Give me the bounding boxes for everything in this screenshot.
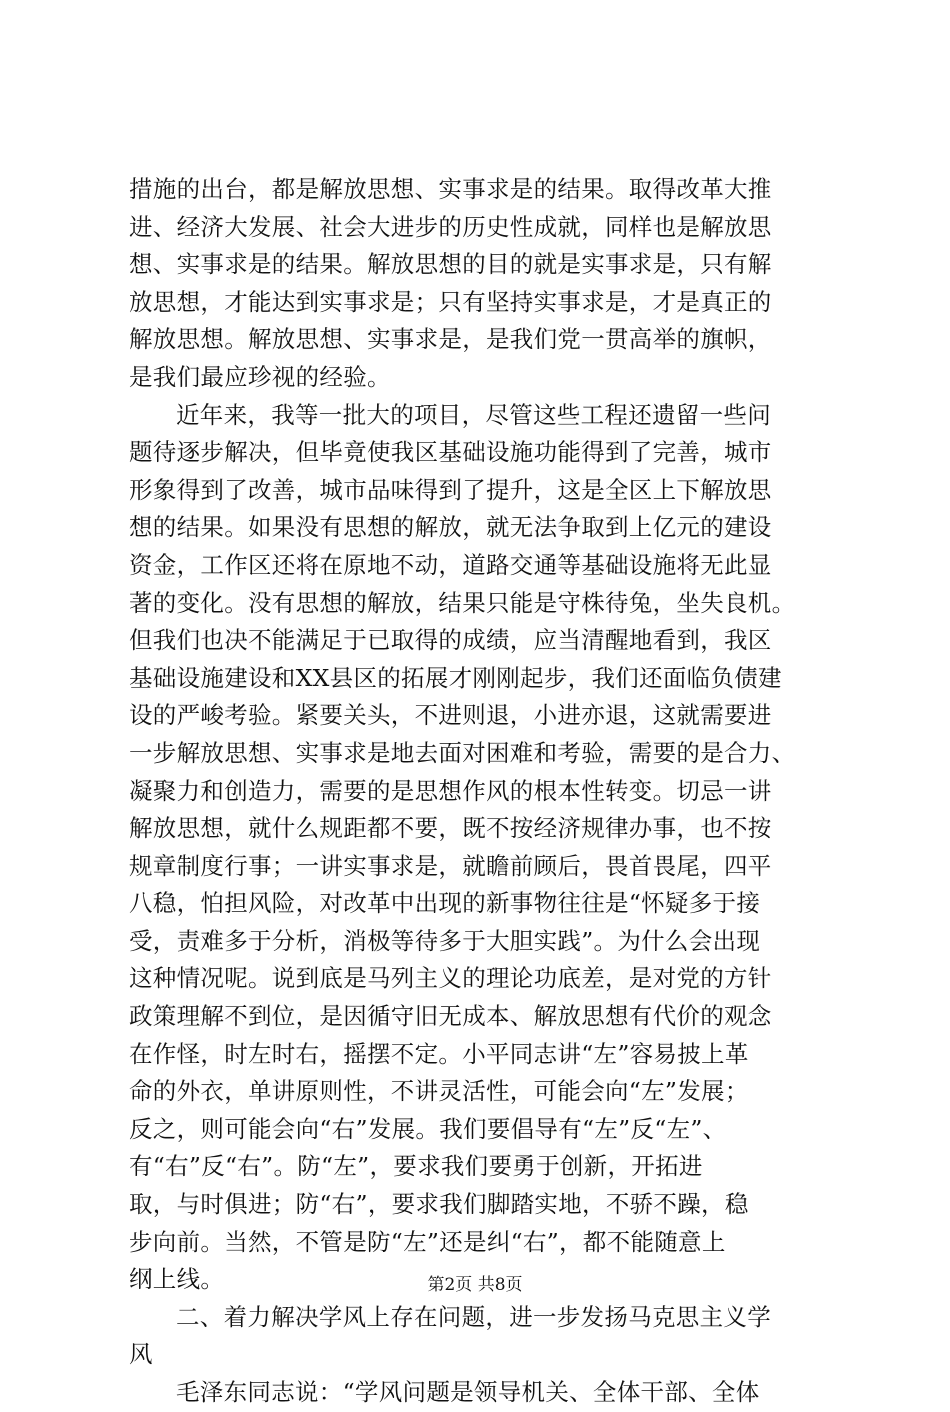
text-line: 规章制度行事；一讲实事求是，就瞻前顾后，畏首畏尾，四平 xyxy=(129,851,772,880)
text-line: 凝聚力和创造力，需要的是思想作风的根本性转变。切忌一讲 xyxy=(129,776,772,805)
text-line: 解放思想。解放思想、实事求是，是我们党一贯高举的旗帜， xyxy=(129,325,772,354)
text-line: 著的变化。没有思想的解放，结果只能是守株待兔，坐失良机。 xyxy=(129,588,796,617)
text-line: 想、实事求是的结果。解放思想的目的就是实事求是，只有解 xyxy=(129,250,772,279)
page-number-label: 第2页 共8页 xyxy=(427,1275,523,1295)
text-line: 想的结果。如果没有思想的解放，就无法争取到上亿元的建设 xyxy=(129,513,772,542)
text-line: 解放思想，就什么规距都不要，既不按经济规律办事，也不按 xyxy=(129,814,772,843)
text-line: 步向前。当然，不管是防“左”还是纠“右”，都不能随意上 xyxy=(129,1227,726,1256)
text-line: 八稳，怕担风险，对改革中出现的新事物往往是“怀疑多于接 xyxy=(129,889,761,918)
text-line: 毛泽东同志说：“学风问题是领导机关、全体干部、全体 xyxy=(176,1378,760,1406)
page-footer xyxy=(0,1274,950,1296)
text-line: 一步解放思想、实事求是地去面对困难和考验，需要的是合力、 xyxy=(129,738,796,767)
text-line: 纲上线。 xyxy=(129,1265,225,1294)
text-line: 取，与时俱进；防“右”，要求我们脚踏实地，不骄不躁，稳 xyxy=(129,1190,749,1219)
text-line: 政策理解不到位，是因循守旧无成本、解放思想有代价的观念 xyxy=(129,1002,772,1031)
text-line: 有“右”反“右”。防“左”，要求我们要勇于创新，开拓进 xyxy=(129,1152,703,1181)
text-line: 二、着力解决学风上存在问题，进一步发扬马克思主义学 xyxy=(176,1302,771,1331)
text-line: 这种情况呢。说到底是马列主义的理论功底差，是对党的方针 xyxy=(129,964,772,993)
text-line: 基础设施建设和XX县区的拓展才刚刚起步，我们还面临负债建 xyxy=(129,663,782,692)
text-line: 反之，则可能会向“右”发展。我们要倡导有“左”反“左”、 xyxy=(129,1114,727,1143)
text-line: 进、经济大发展、社会大进步的历史性成就，同样也是解放思 xyxy=(129,212,772,241)
text-line: 是我们最应珍视的经验。 xyxy=(129,362,391,391)
text-line: 在作怪，时左时右，摇摆不定。小平同志讲“左”容易披上革 xyxy=(129,1039,749,1068)
text-line: 受，责难多于分析，消极等待多于大胆实践”。为什么会出现 xyxy=(129,926,761,955)
text-line: 设的严峻考验。紧要关头，不进则退，小进亦退，这就需要进 xyxy=(129,701,772,730)
text-line: 风 xyxy=(129,1340,153,1369)
text-line: 近年来，我等一批大的项目，尽管这些工程还遗留一些问 xyxy=(176,400,771,429)
text-line: 放思想，才能达到实事求是；只有坚持实事求是，才是真正的 xyxy=(129,287,772,316)
text-line: 但我们也决不能满足于已取得的成绩，应当清醒地看到，我区 xyxy=(129,626,772,655)
text-line: 题待逐步解决，但毕竟使我区基础设施功能得到了完善，城市 xyxy=(129,438,772,467)
document-body xyxy=(129,171,832,1412)
text-line: 形象得到了改善，城市品味得到了提升，这是全区上下解放思 xyxy=(129,475,772,504)
text-line: 命的外衣，单讲原则性，不讲灵活性，可能会向“左”发展； xyxy=(129,1077,749,1106)
text-line: 资金，工作区还将在原地不动，道路交通等基础设施将无此显 xyxy=(129,550,772,579)
text-line: 措施的出台，都是解放思想、实事求是的结果。取得改革大推 xyxy=(129,175,772,203)
